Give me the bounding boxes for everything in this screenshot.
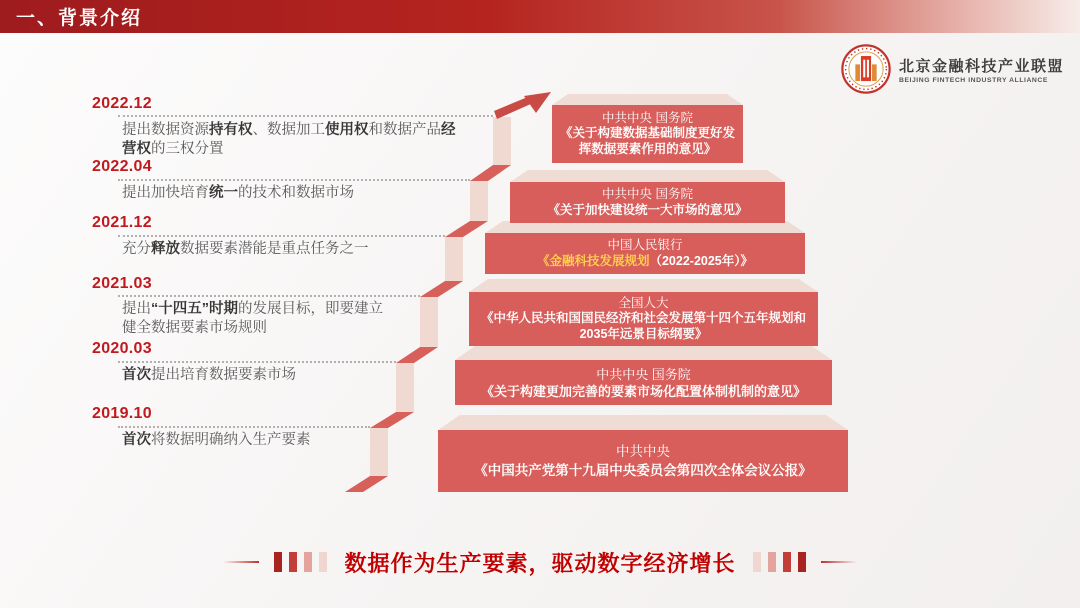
policy-org: 中共中央 bbox=[616, 444, 670, 459]
policy-block-2019-10 bbox=[438, 430, 848, 492]
timeline-dotted-line bbox=[118, 426, 370, 428]
policy-block-2021-12 bbox=[485, 233, 805, 274]
footer-tagline-row bbox=[0, 540, 1080, 584]
policy-block-2021-03 bbox=[469, 292, 818, 346]
timeline-dotted-line bbox=[118, 179, 470, 181]
timeline-desc-2021-12: 充分释放数据要素潜能是重点任务之一 bbox=[122, 241, 369, 257]
header-banner bbox=[0, 0, 1080, 33]
timeline-dotted-line bbox=[118, 235, 445, 237]
alliance-logo bbox=[841, 44, 1064, 99]
timeline-date-2021-12: 2021.12 bbox=[92, 214, 152, 231]
decor-bar bbox=[274, 552, 282, 572]
policy-org: 中共中央 国务院 bbox=[602, 187, 693, 201]
timeline-date-2022-12: 2022.12 bbox=[92, 95, 152, 112]
timeline-desc-2022-12: 提出数据资源持有权、数据加工使用权和数据产品经营权的三权分置 bbox=[122, 122, 456, 157]
policy-title: 《关于构建更加完善的要素市场化配置体制机制的意见》 bbox=[480, 383, 806, 399]
policy-title: 《关于加快建设统一大市场的意见》 bbox=[547, 202, 748, 217]
policy-org: 中国人民银行 bbox=[607, 238, 683, 252]
timeline-date-2021-03: 2021.03 bbox=[92, 275, 152, 292]
footer-tagline: 数据作为生产要素，驱动数字经济增长 bbox=[344, 550, 736, 576]
timeline-desc-2022-04: 提出加快培育统一的技术和数据市场 bbox=[122, 185, 354, 201]
policy-title: 《关于构建数据基础制度更好发挥数据要素作用的意见》 bbox=[559, 126, 735, 156]
timeline-desc-2020-03: 首次提出培育数据要素市场 bbox=[122, 367, 296, 383]
decor-bar bbox=[289, 552, 297, 572]
alliance-name-cn: 北京金融科技产业联盟 bbox=[898, 57, 1064, 75]
decor-line-left bbox=[223, 561, 259, 563]
timeline-date-2022-04: 2022.04 bbox=[92, 158, 152, 175]
decor-bar bbox=[319, 552, 327, 572]
decor-bar bbox=[753, 552, 761, 572]
timeline-dotted-line bbox=[118, 361, 396, 363]
policy-title: 《金融科技发展规划（2022-2025年）》 bbox=[536, 253, 754, 268]
decor-bar bbox=[798, 552, 806, 572]
policy-org: 中共中央 国务院 bbox=[602, 110, 693, 125]
timeline-desc-2019-10: 首次将数据明确纳入生产要素 bbox=[122, 432, 311, 448]
policy-block-2022-12 bbox=[552, 105, 743, 163]
timeline-date-2020-03: 2020.03 bbox=[92, 340, 152, 357]
policy-title: 《中华人民共和国国民经济和社会发展第十四个五年规划和2035年远景目标纲要》 bbox=[480, 311, 806, 341]
alliance-logo-text bbox=[899, 58, 1064, 86]
timeline-dotted-line bbox=[118, 115, 493, 117]
decor-line-right bbox=[821, 561, 857, 563]
timeline-dotted-line bbox=[118, 295, 420, 297]
alliance-seal-icon bbox=[841, 44, 891, 99]
timeline-date-2019-10: 2019.10 bbox=[92, 405, 152, 422]
decor-bar bbox=[768, 552, 776, 572]
policy-title: 《中国共产党第十九届中央委员会第四次全体会议公报》 bbox=[474, 463, 812, 478]
policy-block-2020-03 bbox=[455, 360, 832, 405]
policy-block-2022-04 bbox=[510, 182, 785, 223]
decor-bar bbox=[304, 552, 312, 572]
stair-arrow-icon bbox=[494, 92, 551, 119]
decor-bar bbox=[783, 552, 791, 572]
alliance-name-en: BEIJING FINTECH INDUSTRY ALLIANCE bbox=[898, 76, 1048, 84]
policy-org: 全国人大 bbox=[618, 295, 669, 310]
policy-org: 中共中央 国务院 bbox=[596, 366, 691, 382]
timeline-desc-2021-03: 提出“十四五”时期的发展目标，即要建立健全数据要素市场规则 bbox=[122, 301, 383, 336]
page-title: 一、背景介绍 bbox=[16, 8, 143, 29]
